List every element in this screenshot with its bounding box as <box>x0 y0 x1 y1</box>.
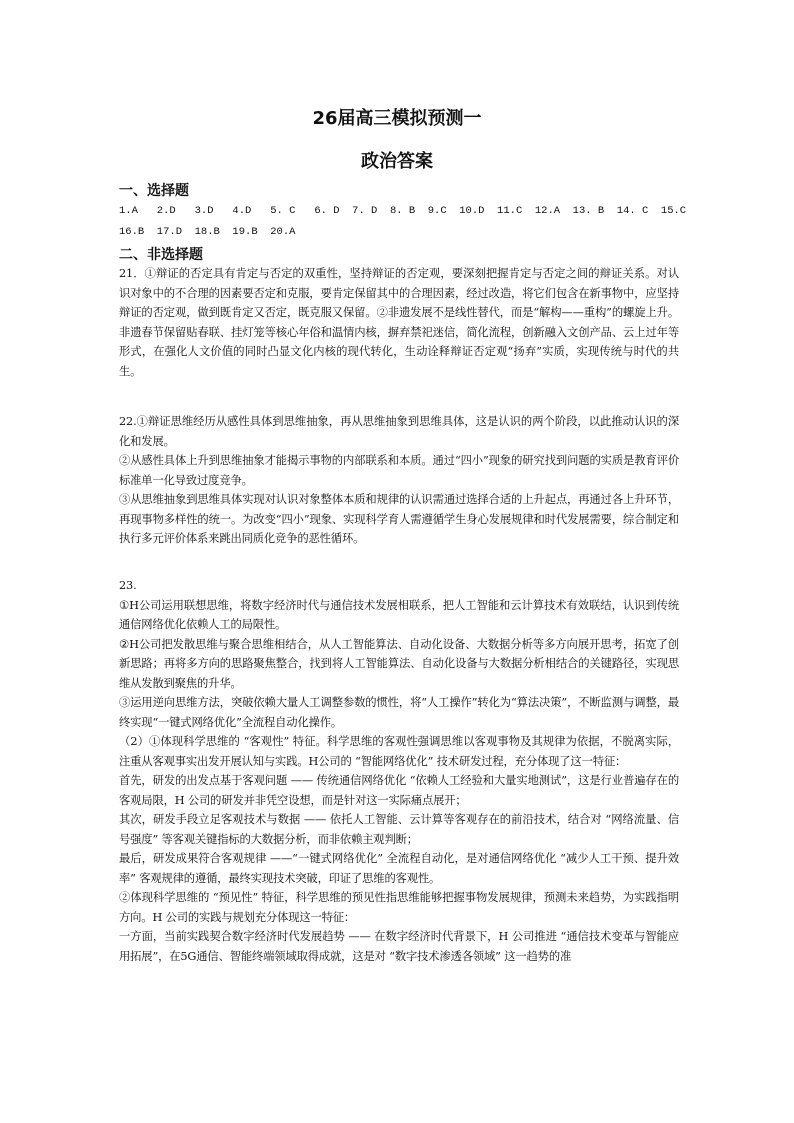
choice-answers-row-2: 16.B 17.D 18.B 19.B 20.A <box>119 226 296 238</box>
answer-q22 <box>119 412 679 549</box>
answer-q23 <box>119 576 679 966</box>
q22-point-2: ②从感性具体上升到思维抽象才能揭示事物的内部联系和本质。通过“四小”现象的研究找到问题的实质是教育评价标准单一化导致过度竞争。 <box>119 454 679 487</box>
q23-point-3: ③运用逆向思维方法，突破依赖大量人工调整参数的惯性，将“人工操作”转化为“算法决策”，不断监测与调整，最终实现“一键式网络优化”全流程自动化操作。 <box>119 696 679 729</box>
q23-part2-foresight: ②体现科学思维的 “预见性” 特征，科学思维的预见性指思维能够把握事物发展规律，预测未来趋势，为实践指明方向。H 公司的实践与规划充分体现这一特征： <box>119 891 679 924</box>
q23-part2-intro: （2）①体现科学思维的 “客观性” 特征。科学思维的客观性强调思维以客观事物及其规律为依据，不脱离实际，注重从客观事实出发开展认知与实践。H公司的 “智能网络优化” 技术研发过程，充分体现了这一特征： <box>119 735 679 768</box>
choice-answers-row-1: 1.A 2.D 3.D 4.D 5. C 6. D 7. D 8. B 9.C 10.D 11.C 12.A 13. B 14. C 15.C <box>119 205 687 217</box>
q22-point-3: ③从思维抽象到思维具体实现对认识对象整体本质和规律的认识需通过选择合适的上升起点，再通过各上升环节，再现事物多样性的统一。为改变“四小”现象、实现科学育人需遵循学生身心发展规律和时代发展需要，综合制定和执行多元评价体系来跳出同质化竞争的恶性循环。 <box>119 493 679 545</box>
answer-q21 <box>119 264 679 381</box>
q21-text: 21．①辩证的否定具有肯定与否定的双重性，坚持辩证的否定观，要深刻把握肯定与否定之间的辩证关系。对认识对象中的不合理的因素要否定和克服，要肯定保留其中的合理因素，经过改造，将它们包含在新事物中，应坚持辩证的否定观，做到既肯定又否定，既克服又保留。②非遗发展不是线性替代，而是“解构——重构”的螺旋上升。非遗春节保留贴春联、挂灯笼等核心年俗和温情内核，摒弃禁祀迷信，简化流程，创新融入文创产品、云上过年等形式，在强化人文价值的同时凸显文化内核的现代转化，生动诠释辩证否定观“扬弃”实质，实现传统与时代的共生。 <box>119 267 679 378</box>
q22-point-1: 22.①辩证思维经历从感性具体到思维抽象，再从思维抽象到思维具体，这是认识的两个阶段，以此推动认识的深化和发展。 <box>119 415 679 448</box>
page-title: 26届高三模拟预测一 <box>312 108 482 129</box>
q23-part2-last: 最后，研发成果符合客观规律 ——“一键式网络优化” 全流程自动化，是对通信网络优化 “减少人工干预、提升效率” 客观规律的遵循，最终实现技术突破，印证了思维的客观性。 <box>119 852 679 885</box>
page-subtitle: 政治答案 <box>361 151 433 172</box>
section-heading-nonchoice: 二、非选择题 <box>119 247 203 263</box>
q23-part2-second: 其次，研发手段立足客观技术与数据 —— 依托人工智能、云计算等客观存在的前沿技术，结合对 “网络流量、信号强度” 等客观关键指标的大数据分析，而非依赖主观判断； <box>119 813 679 846</box>
q23-point-2: ②H公司把发散思维与聚合思维相结合，从人工智能算法、自动化设备、大数据分析等多方向展开思考，拓宽了创新思路；再将多方向的思路聚焦整合，找到将人工智能算法、自动化设备与大数据分析相结合的关键路径，实现思维从发散到聚焦的升华。 <box>119 637 679 690</box>
q23-part2-first: 首先，研发的出发点基于客观问题 —— 传统通信网络优化 “依赖人工经验和大量实地测试”，这是行业普遍存在的客观局限，H 公司的研发并非凭空设想，而是针对这一实际痛点展开； <box>119 774 679 807</box>
q23-part2-trend: 一方面，当前实践契合数字经济时代发展趋势 —— 在数字经济时代背景下，H 公司推进 “通信技术变革与智能应用拓展”，在5G通信、智能终端领域取得成就，这是对 “数字技术渗透各领域” 这一趋势的准 <box>119 930 679 963</box>
section-heading-choice: 一、选择题 <box>119 183 189 199</box>
q23-heading: 23. <box>119 579 137 592</box>
q23-point-1: ①H公司运用联想思维，将数字经济时代与通信技术发展相联系，把人工智能和云计算技术有效联结，认识到传统通信网络优化依赖人工的局限性。 <box>119 598 679 631</box>
